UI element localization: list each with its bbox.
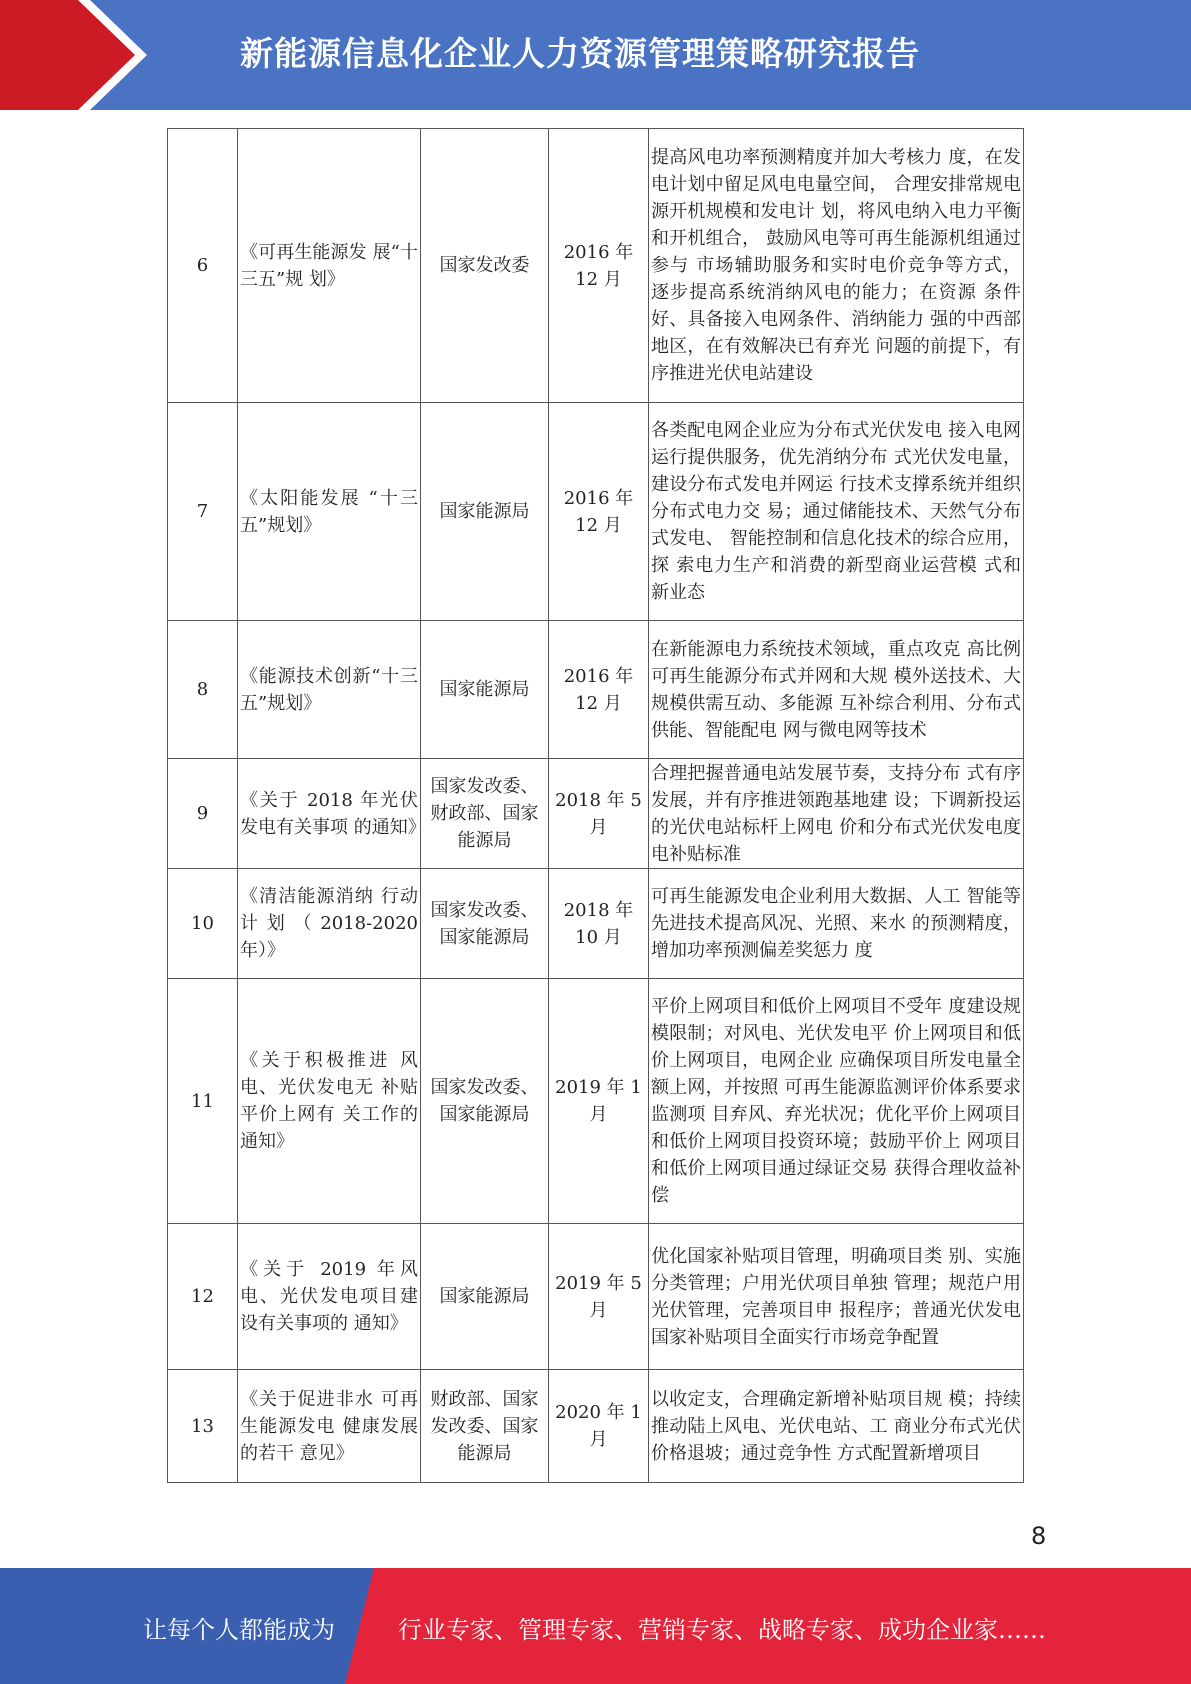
issuing-agency: 国家发改委、国家能源局	[421, 869, 549, 979]
issue-date: 2019 年 5 月	[549, 1224, 649, 1370]
table-row	[168, 1224, 1024, 1370]
policy-content: 以收定支，合理确定新增补贴项目规 模；持续推动陆上风电、光伏电站、工 商业分布式光伏价格退坡；通过竞争性 方式配置新增项目	[649, 1370, 1024, 1483]
issuing-agency: 国家发改委、财政部、国家能源局	[421, 759, 549, 869]
policy-name: 《可再生能源发 展“十三五”规 划》	[238, 129, 421, 403]
policy-content: 各类配电网企业应为分布式光伏发电 接入电网运行提供服务，优先消纳分布 式光伏发电量，建设分布式发电并网运 行技术支撑系统并组织分布式电力交 易；通过储能技术、天然气分布式发电、 智能控制和信息化技术的综合应用，探 索电力生产和消费的新型商业运营模 式和新业态	[649, 403, 1024, 621]
row-number: 12	[168, 1224, 238, 1370]
footer-slogan-right: 行业专家、管理专家、营销专家、战略专家、成功企业家……	[398, 1616, 1046, 1644]
issue-date: 2016 年 12 月	[549, 129, 649, 403]
issue-date: 2018 年 5 月	[549, 759, 649, 869]
table-row	[168, 1370, 1024, 1483]
page-header	[0, 0, 1191, 110]
table-row	[168, 621, 1024, 759]
policy-name: 《关于 2019 年风电、光伏发电项目建设有关事项的 通知》	[238, 1224, 421, 1370]
policy-content: 在新能源电力系统技术领域，重点攻克 高比例可再生能源分布式并网和大规 模外送技术、大规模供需互动、多能源 互补综合利用、分布式供能、智能配电 网与微电网等技术	[649, 621, 1024, 759]
table-row	[168, 403, 1024, 621]
issuing-agency: 财政部、国家发改委、国家能源局	[421, 1370, 549, 1483]
policy-name: 《清洁能源消纳 行动计划（2018-2020年）》	[238, 869, 421, 979]
row-number: 9	[168, 759, 238, 869]
row-number: 7	[168, 403, 238, 621]
policy-content: 可再生能源发电企业利用大数据、人工 智能等先进技术提高风况、光照、来水 的预测精度，增加功率预测偏差奖惩力 度	[649, 869, 1024, 979]
issuing-agency: 国家能源局	[421, 403, 549, 621]
issuing-agency: 国家发改委、国家能源局	[421, 979, 549, 1224]
issuing-agency: 国家能源局	[421, 621, 549, 759]
policy-name: 《关于积极推进 风电、光伏发电无 补贴平价上网有 关工作的通知》	[238, 979, 421, 1224]
issuing-agency: 国家能源局	[421, 1224, 549, 1370]
row-number: 13	[168, 1370, 238, 1483]
policy-content: 合理把握普通电站发展节奏，支持分布 式有序发展，并有序推进领跑基地建 设；下调新投运的光伏电站标杆上网电 价和分布式光伏发电度电补贴标准	[649, 759, 1024, 869]
table-row	[168, 129, 1024, 403]
row-number: 8	[168, 621, 238, 759]
policy-name: 《能源技术创新“十三五”规划》	[238, 621, 421, 759]
issue-date: 2018 年 10 月	[549, 869, 649, 979]
policy-name: 《关于 2018 年光伏发电有关事项 的通知》	[238, 759, 421, 869]
table-row	[168, 869, 1024, 979]
red-chevron-decoration	[0, 0, 150, 110]
policy-table	[167, 128, 1024, 1483]
issue-date: 2016 年 12 月	[549, 403, 649, 621]
page-footer	[0, 1568, 1191, 1684]
footer-slogan-left: 让每个人都能成为	[143, 1616, 335, 1644]
issue-date: 2019 年 1 月	[549, 979, 649, 1224]
policy-name: 《太阳能发展 “十三五”规划》	[238, 403, 421, 621]
table-row	[168, 979, 1024, 1224]
issue-date: 2020 年 1 月	[549, 1370, 649, 1483]
row-number: 6	[168, 129, 238, 403]
table-row	[168, 759, 1024, 869]
page-title: 新能源信息化企业人力资源管理策略研究报告	[240, 34, 920, 73]
policy-content: 提高风电功率预测精度并加大考核力 度，在发电计划中留足风电电量空间， 合理安排常规电源开机规模和发电计 划，将风电纳入电力平衡和开机组合， 鼓励风电等可再生能源机组通过参与 市场辅助服务和实时电价竞争等方式， 逐步提高系统消纳风电的能力；在资源 条件好、具备接入电网条件、消纳能力 强的中西部地区，在有效解决已有弃光 问题的前提下，有序推进光伏电站建设	[649, 129, 1024, 403]
policy-content: 平价上网项目和低价上网项目不受年 度建设规模限制；对风电、光伏发电平 价上网项目和低价上网项目，电网企业 应确保项目所发电量全额上网，并按照 可再生能源监测评价体系要求监测项 目弃风、弃光状况；优化平价上网项目 和低价上网项目投资环境；鼓励平价上 网项目和低价上网项目通过绿证交易 获得合理收益补偿	[649, 979, 1024, 1224]
row-number: 10	[168, 869, 238, 979]
policy-name: 《关于促进非水 可再生能源发电 健康发展的若干 意见》	[238, 1370, 421, 1483]
row-number: 11	[168, 979, 238, 1224]
issuing-agency: 国家发改委	[421, 129, 549, 403]
policy-content: 优化国家补贴项目管理，明确项目类 别、实施分类管理；户用光伏项目单独 管理；规范户用光伏管理，完善项目申 报程序；普通光伏发电国家补贴项目全面实行市场竞争配置	[649, 1224, 1024, 1370]
issue-date: 2016 年 12 月	[549, 621, 649, 759]
page-number: 8	[1031, 1522, 1047, 1550]
